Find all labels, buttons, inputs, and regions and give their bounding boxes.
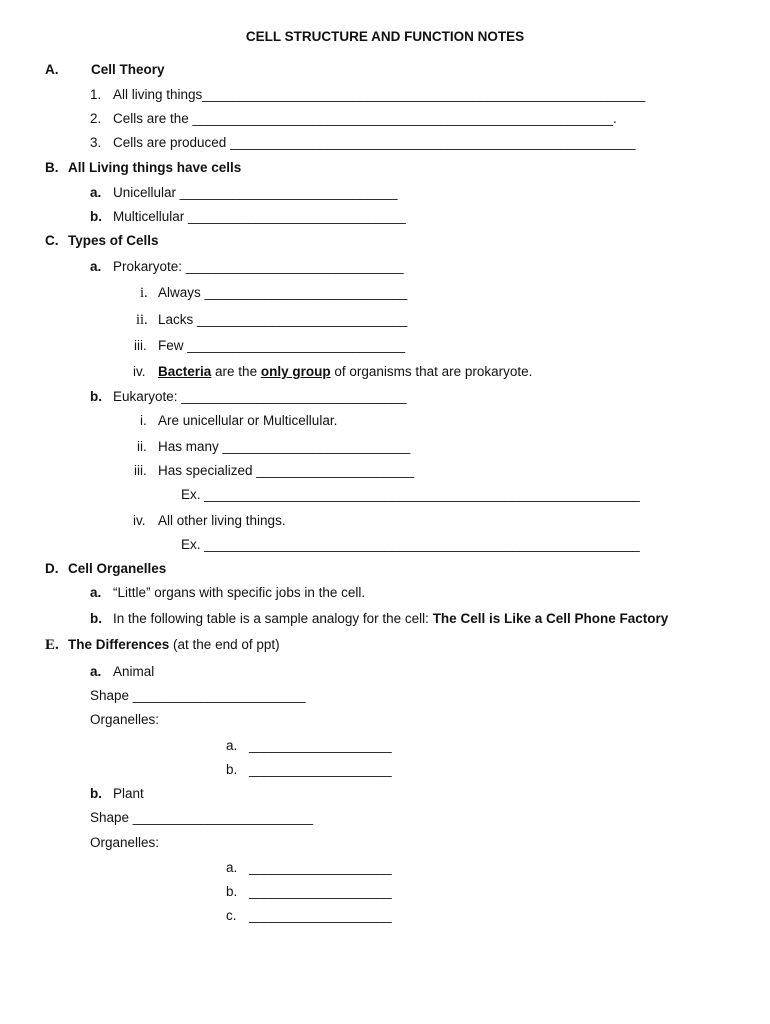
roman-numeral: ii. bbox=[136, 312, 148, 328]
example-line: Ex. __________________________________________________________ bbox=[181, 537, 640, 552]
roman-numeral: ii. bbox=[137, 439, 147, 454]
section-d-heading: Cell Organelles bbox=[68, 561, 167, 576]
item-letter: b. bbox=[90, 611, 102, 626]
list-item: Cells are the ________________________________________________________. bbox=[113, 111, 617, 126]
blank-line: ___________________ bbox=[249, 860, 392, 875]
roman-numeral: iv. bbox=[133, 513, 146, 528]
list-item bbox=[158, 364, 532, 380]
item-letter: c. bbox=[226, 908, 237, 923]
list-item: Has specialized _____________________ bbox=[158, 463, 414, 478]
list-item bbox=[113, 611, 668, 627]
list-item: All living things___________________________________________________________ bbox=[113, 87, 646, 102]
text-fragment: In the following table is a sample analogy for the cell: bbox=[113, 611, 433, 626]
item-letter: a. bbox=[90, 585, 102, 600]
item-letter: b. bbox=[90, 786, 102, 801]
section-d-marker: D. bbox=[45, 561, 59, 576]
item-number: 1. bbox=[90, 87, 102, 102]
roman-numeral: iv. bbox=[133, 364, 146, 379]
list-item: Eukaryote: ______________________________ bbox=[113, 389, 407, 404]
roman-numeral: iii. bbox=[134, 338, 147, 353]
example-line: Ex. __________________________________________________________ bbox=[181, 487, 640, 502]
analogy-title: The Cell is Like a Cell Phone Factory bbox=[432, 611, 669, 626]
item-letter: b. bbox=[226, 884, 238, 899]
list-item: Unicellular _____________________________ bbox=[113, 185, 398, 200]
organelles-label: Organelles: bbox=[90, 712, 160, 727]
shape-line: Shape ________________________ bbox=[90, 810, 313, 825]
item-number: 2. bbox=[90, 111, 102, 126]
section-a-marker: A. bbox=[45, 62, 59, 77]
item-letter: b. bbox=[226, 762, 238, 777]
section-b-heading: All Living things have cells bbox=[68, 160, 242, 175]
item-letter: a. bbox=[226, 738, 238, 753]
list-item: Are unicellular or Multicellular. bbox=[158, 413, 338, 428]
heading-text: The Differences bbox=[68, 637, 170, 652]
roman-numeral: i. bbox=[140, 285, 148, 301]
list-item: Always ___________________________ bbox=[158, 285, 408, 300]
list-item: Prokaryote: _____________________________ bbox=[113, 259, 404, 274]
list-item: Cells are produced ______________________________________________________ bbox=[113, 135, 636, 150]
only-group-emphasis: only group bbox=[260, 364, 331, 379]
bacteria-emphasis: Bacteria bbox=[158, 364, 212, 379]
list-item: Few _____________________________ bbox=[158, 338, 405, 353]
blank-line: ___________________ bbox=[249, 884, 392, 899]
section-b-marker: B. bbox=[45, 160, 59, 175]
heading-note: (at the end of ppt) bbox=[169, 637, 280, 652]
list-item: Lacks ____________________________ bbox=[158, 312, 408, 327]
section-e-marker: E. bbox=[45, 637, 59, 653]
list-item: Has many _________________________ bbox=[158, 439, 411, 454]
page-title: CELL STRUCTURE AND FUNCTION NOTES bbox=[245, 29, 525, 44]
roman-numeral: iii. bbox=[134, 463, 147, 478]
item-letter: a. bbox=[90, 185, 102, 200]
roman-numeral: i. bbox=[140, 413, 147, 428]
item-letter: b. bbox=[90, 389, 102, 404]
text-fragment: of organisms that are prokaryote. bbox=[330, 364, 533, 379]
item-letter: a. bbox=[226, 860, 238, 875]
section-e-heading bbox=[68, 637, 280, 653]
item-letter: a. bbox=[90, 259, 102, 274]
item-letter: a. bbox=[90, 664, 102, 679]
item-letter: b. bbox=[90, 209, 102, 224]
plant-label: Plant bbox=[113, 786, 144, 801]
section-a-heading: Cell Theory bbox=[91, 62, 165, 77]
section-c-marker: C. bbox=[45, 233, 59, 248]
blank-line: ___________________ bbox=[249, 908, 392, 923]
list-item: All other living things. bbox=[158, 513, 286, 528]
list-item: “Little” organs with specific jobs in the cell. bbox=[113, 585, 366, 600]
blank-line: ___________________ bbox=[249, 738, 392, 753]
list-item: Multicellular _____________________________ bbox=[113, 209, 406, 224]
item-number: 3. bbox=[90, 135, 102, 150]
text-fragment: are the bbox=[211, 364, 261, 379]
animal-label: Animal bbox=[113, 664, 155, 679]
blank-line: ___________________ bbox=[249, 762, 392, 777]
shape-line: Shape _______________________ bbox=[90, 688, 306, 703]
organelles-label: Organelles: bbox=[90, 835, 160, 850]
section-c-heading: Types of Cells bbox=[68, 233, 159, 248]
